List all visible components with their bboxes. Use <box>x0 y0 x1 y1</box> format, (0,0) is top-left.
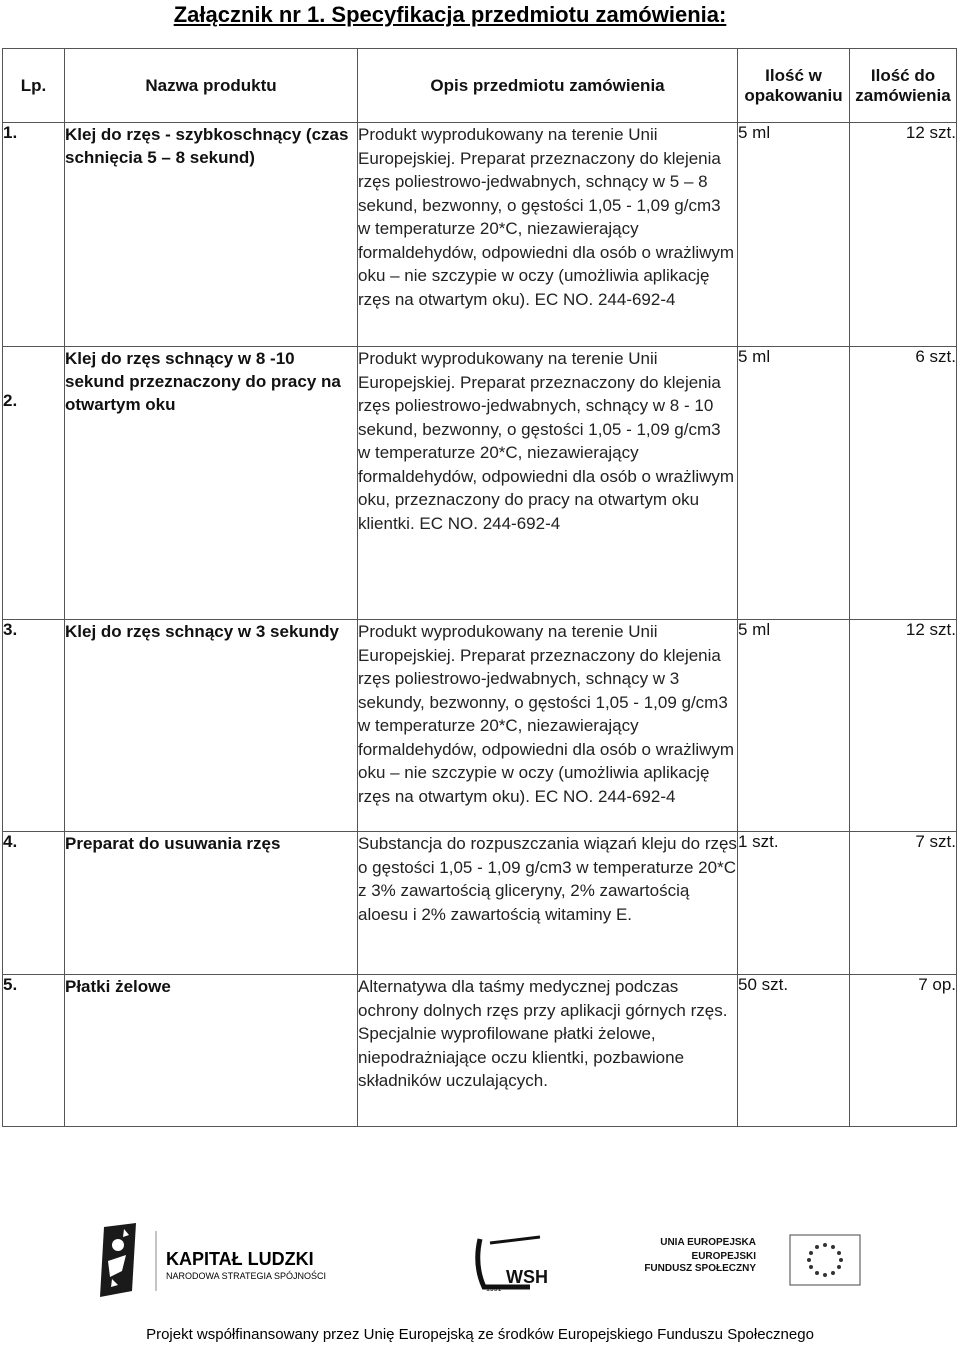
row-qty: 5 ml <box>738 123 850 347</box>
row-lp: 2. <box>3 347 65 620</box>
row-name: Klej do rzęs - szybkoschnący (czas schnięcia 5 – 8 sekund) <box>65 123 358 347</box>
row-lp: 3. <box>3 620 65 832</box>
table-row <box>3 347 957 620</box>
header-qty-order: Ilość do zamówienia <box>850 49 957 123</box>
header-qty: Ilość w opakowaniu <box>738 49 850 123</box>
logo-bar <box>0 1215 960 1305</box>
row-qty: 50 szt. <box>738 975 850 1127</box>
specification-table <box>2 48 957 1127</box>
row-qty: 1 szt. <box>738 832 850 975</box>
row-lp: 5. <box>3 975 65 1127</box>
table-row <box>3 620 957 832</box>
header-name: Nazwa produktu <box>65 49 358 123</box>
row-lp: 1. <box>3 123 65 347</box>
ue-line1: UNIA EUROPEJSKA <box>660 1237 756 1248</box>
header-desc: Opis przedmiotu zamówienia <box>358 49 738 123</box>
row-qty: 5 ml <box>738 620 850 832</box>
page-title: Załącznik nr 1. Specyfikacja przedmiotu zamówienia: <box>173 2 727 27</box>
table-row <box>3 832 957 975</box>
wsh-text: WSH <box>506 1267 548 1287</box>
row-desc: Produkt wyprodukowany na terenie Unii Europejskiej. Preparat przeznaczony do klejenia rzęs poliestrowo-jedwabnych, schnący w 8 - 10 sekund, bezwonny, o gęstości 1,05 - 1,09 g/cm3 w temperaturze 20*C, niezawierający formaldehydów, odpowiedni dla osób o wrażliwym oku, przeznaczony do pracy na otwartym oku klientki. EC NO. 244-692-4 <box>358 347 738 620</box>
kapital-ludzki-emblem-icon <box>96 1221 346 1301</box>
kapital-ludzki-title: KAPITAŁ LUDZKI <box>166 1249 314 1269</box>
table-row <box>3 123 957 347</box>
row-name: Klej do rzęs schnący w 3 sekundy <box>65 620 358 832</box>
kapital-ludzki-logo <box>96 1221 346 1301</box>
row-qty-order: 12 szt. <box>850 620 957 832</box>
ue-logo <box>644 1225 866 1297</box>
ue-line3: FUNDUSZ SPOŁECZNY <box>644 1263 756 1274</box>
row-qty-order: 7 op. <box>850 975 957 1127</box>
row-desc: Alternatywa dla taśmy medycznej podczas ochrony dolnych rzęs przy aplikacji górnych rzęs. Specjalnie wyprofilowane płatki żelowe, niepodrażniające oczu klientki, pozbawione składników uczulających. <box>358 975 738 1127</box>
row-lp: 4. <box>3 832 65 975</box>
header-lp: Lp. <box>3 49 65 123</box>
row-desc: Produkt wyprodukowany na terenie Unii Europejskiej. Preparat przeznaczony do klejenia rzęs poliestrowo-jedwabnych, schnący w 5 – 8 sekund, bezwonny, o gęstości 1,05 - 1,09 g/cm3 w temperaturze 20*C, niezawierający formaldehydów, odpowiedni dla osób o wrażliwym oku – nie szczypie w oczy (umożliwia aplikację rzęs na otwartym oku). EC NO. 244-692-4 <box>358 123 738 347</box>
wsh-emblem-icon <box>470 1229 550 1295</box>
row-name: Klej do rzęs schnący w 8 -10 sekund przeznaczony do pracy na otwartym oku <box>65 347 358 620</box>
wsh-logo <box>470 1229 550 1295</box>
table-header-row <box>3 49 957 123</box>
footer-text: Projekt współfinansowany przez Unię Europejską ze środków Europejskiego Funduszu Społecznego <box>146 1326 814 1343</box>
eu-flag-icon <box>644 1225 866 1297</box>
wsh-year: 1991 <box>486 1286 502 1293</box>
ue-line2: EUROPEJSKI <box>691 1251 756 1262</box>
table-row <box>3 975 957 1127</box>
row-qty: 5 ml <box>738 347 850 620</box>
row-name: Płatki żelowe <box>65 975 358 1127</box>
row-desc: Substancja do rozpuszczania wiązań kleju do rzęs o gęstości 1,05 - 1,09 g/cm3 w temperaturze 20*C z 3% zawartością gliceryny, 2% zawartością aloesu i 2% zawartością witaminy E. <box>358 832 738 975</box>
row-qty-order: 12 szt. <box>850 123 957 347</box>
row-desc: Produkt wyprodukowany na terenie Unii Europejskiej. Preparat przeznaczony do klejenia rzęs poliestrowo-jedwabnych, schnący w 3 sekundy, bezwonny, o gęstości 1,05 - 1,09 g/cm3 w temperaturze 20*C, niezawierający formaldehydów, odpowiedni dla osób o wrażliwym oku – nie szczypie w oczy (umożliwia aplikację rzęs na otwartym oku). EC NO. 244-692-4 <box>358 620 738 832</box>
kapital-ludzki-subtitle: NARODOWA STRATEGIA SPÓJNOŚCI <box>166 1271 327 1281</box>
row-qty-order: 7 szt. <box>850 832 957 975</box>
row-qty-order: 6 szt. <box>850 347 957 620</box>
row-name: Preparat do usuwania rzęs <box>65 832 358 975</box>
